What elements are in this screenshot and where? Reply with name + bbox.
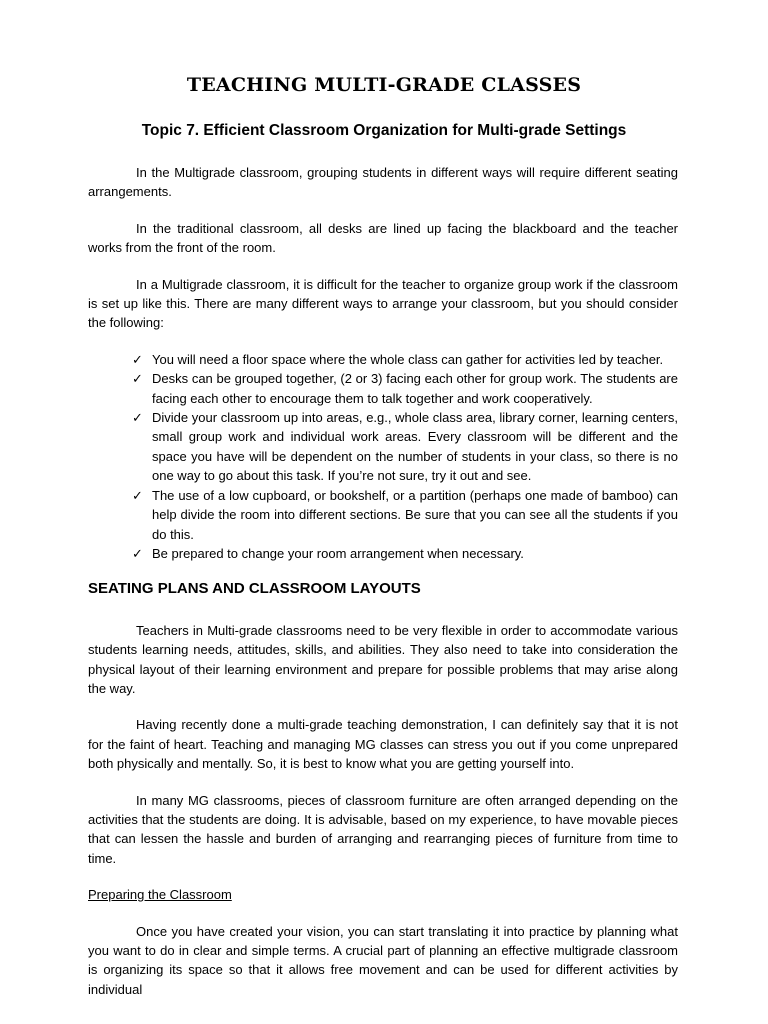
checklist-item: [88, 369, 678, 408]
check-mark-icon: ✓: [132, 410, 143, 426]
checklist-item-text: Divide your classroom up into areas, e.g., whole class area, library corner, learning centers, small group work and individual work areas. Every classroom will be different and the space you have will be dependent on the number of students in your class, so there is no one way to go about this task. If you’re not sure, try it out and see.: [152, 410, 678, 484]
section-paragraph-2: Having recently done a multi-grade teaching demonstration, I can definitely say that it is not for the faint of heart. Teaching and managing MG classes can stress you out if you come unprepared both physically and mentally. So, it is best to know what you are getting yourself into.: [88, 717, 678, 772]
final-paragraph: Once you have created your vision, you can start translating it into practice by planning what you want to do in clear and simple terms. A crucial part of planning an effective multigrade classroom is organizing its space so that it allows free movement and can be used for different activities by individual: [88, 923, 678, 997]
checklist-item: [88, 544, 678, 563]
subheading-preparing-classroom: Preparing the Classroom: [88, 887, 232, 903]
section-paragraph-1: Teachers in Multi-grade classrooms need to be very flexible in order to accommodate various students learning needs, attitudes, skills, and abilities. They also need to take into consideration the physical layout of their learning environment and prepare for possible problems that may arise along the way.: [88, 622, 678, 696]
checklist-item-text: The use of a low cupboard, or bookshelf, or a partition (perhaps one made of bamboo) can help divide the room into different sections. Be sure that you can see all the students if you do this.: [152, 487, 678, 542]
intro-paragraph-2: In the traditional classroom, all desks are lined up facing the blackboard and the teacher works from the front of the room.: [88, 220, 678, 256]
checklist-item: [88, 408, 678, 486]
checklist-item: [88, 486, 678, 544]
checklist-item-text: Desks can be grouped together, (2 or 3) facing each other for group work. The students are facing each other to encourage them to talk together and work cooperatively.: [152, 371, 678, 406]
section-paragraph-3: In many MG classrooms, pieces of classroom furniture are often arranged depending on the activities that the students are doing. It is advisable, based on my experience, to have movable pieces that can lessen the hassle and burden of arranging and rearranging pieces of furniture from time to time.: [88, 792, 678, 866]
check-mark-icon: ✓: [132, 371, 143, 387]
checklist-item: [88, 350, 678, 369]
checklist-item-text: Be prepared to change your room arrangement when necessary.: [152, 545, 524, 561]
considerations-checklist: [88, 350, 678, 563]
document-title: TEACHING MULTI-GRADE CLASSES: [186, 74, 582, 96]
intro-paragraph-3: In a Multigrade classroom, it is difficult for the teacher to organize group work if the classroom is set up like this. There are many different ways to arrange your classroom, but you should consider the following:: [88, 276, 678, 331]
topic-heading: Topic 7. Efficient Classroom Organization for Multi-grade Settings: [141, 122, 627, 139]
check-mark-icon: ✓: [132, 487, 143, 503]
document-body: [88, 163, 678, 999]
intro-paragraph-1: In the Multigrade classroom, grouping students in different ways will require different seating arrangements.: [88, 165, 678, 200]
check-mark-icon: ✓: [132, 545, 143, 561]
section-heading: SEATING PLANS AND CLASSROOM LAYOUTS: [88, 580, 421, 598]
check-mark-icon: ✓: [132, 351, 143, 367]
checklist-item-text: You will need a floor space where the whole class can gather for activities led by teacher.: [152, 351, 664, 367]
